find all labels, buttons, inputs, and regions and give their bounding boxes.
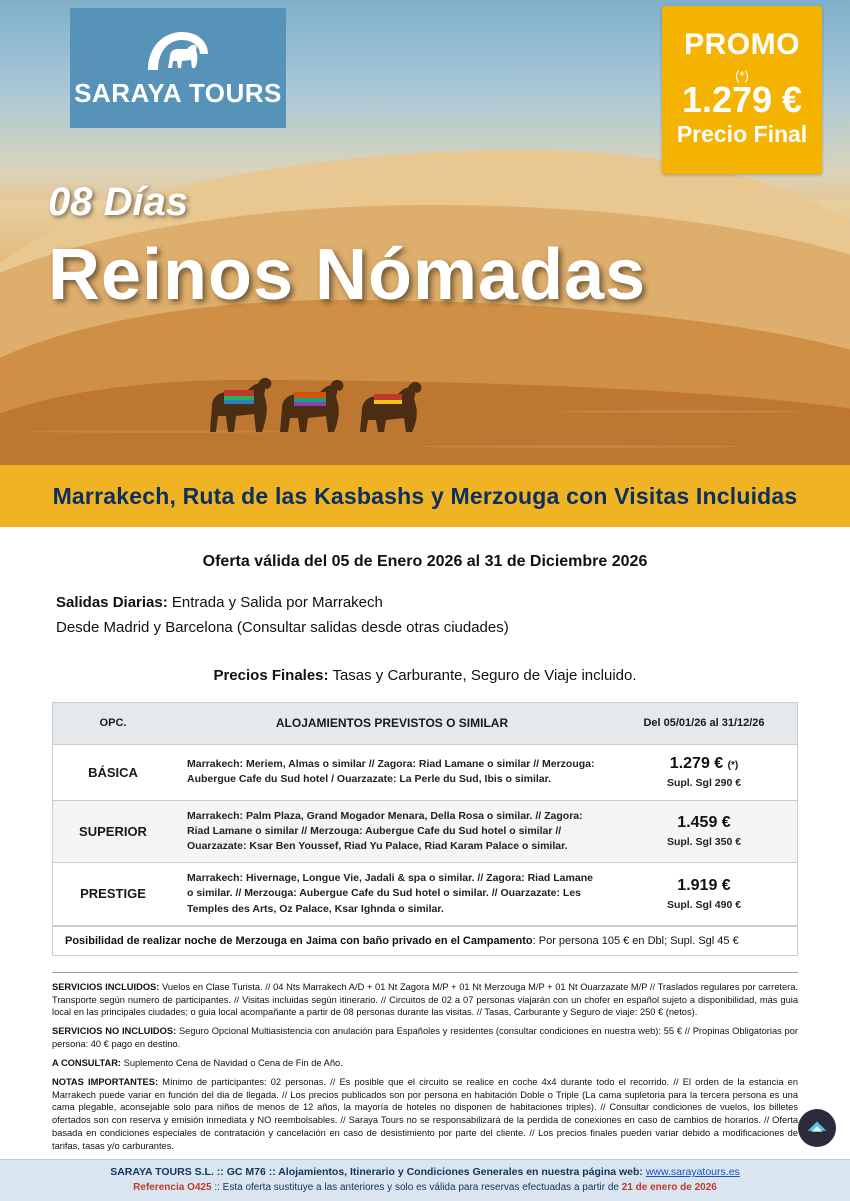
table-footer-note bbox=[53, 926, 797, 955]
note-label: NOTAS IMPORTANTES: bbox=[52, 1076, 159, 1087]
hero-banner bbox=[0, 0, 850, 465]
promo-label: PROMO bbox=[684, 28, 800, 61]
final-prices-block bbox=[0, 667, 850, 684]
final-prices-label: Precios Finales: bbox=[213, 666, 329, 684]
table-footer-label: Posibilidad de realizar noche de Merzouga en Jaima con baño privado en el Campamento bbox=[65, 934, 533, 947]
camel-arch-icon bbox=[142, 28, 214, 76]
price-table bbox=[52, 702, 798, 956]
departures-value: Entrada y Salida por Marrakech bbox=[171, 594, 383, 611]
document-body bbox=[0, 553, 850, 1153]
row-supplement: Supl. Sgl 350 € bbox=[666, 836, 742, 849]
logo-container bbox=[70, 8, 286, 128]
row-supplement: Supl. Sgl 290 € bbox=[666, 777, 742, 789]
promo-final-label: Precio Final bbox=[676, 120, 808, 147]
camel-caravan-illustration bbox=[170, 340, 530, 450]
table-footer-value: : Por persona 105 € en Dbl; Supl. Sgl 45 € bbox=[532, 934, 739, 947]
table-row bbox=[53, 863, 797, 926]
row-price bbox=[615, 814, 793, 832]
departures-block bbox=[0, 591, 850, 641]
footer-date: 21 de enero de 2026 bbox=[621, 1182, 717, 1193]
row-option-name: SUPERIOR bbox=[79, 823, 147, 839]
website-link[interactable]: www.sarayatours.es bbox=[645, 1166, 740, 1178]
row-price-cell bbox=[611, 749, 797, 795]
note-item bbox=[52, 1057, 798, 1070]
conditions-notes bbox=[52, 972, 798, 1153]
promo-asterisk: (*) bbox=[735, 68, 749, 83]
note-text: Suplemento Cena de Navidad o Cena de Fin de Año. bbox=[121, 1057, 343, 1068]
promo-badge bbox=[662, 6, 822, 174]
footer-line-1 bbox=[0, 1166, 850, 1178]
row-price bbox=[615, 755, 793, 773]
note-text: Mínimo de participantes: 02 personas. // Es posible que el circuito se realice en coche 4x4 durante todo el recorrido. // El orden de la estancia en Marrakech puede variar en función del dia de llegada. // Los precios publicados son por persona en habitación Doble o Triple (La cama supletoria para la tercera persona es una cama plegable, aconsejable solo para niños de menos de 12 años, la mayoría de hoteles no disponen de habitaciones triples). // Consultar condiciones de vuelos, los billetes ofertados son con reserva y emisión inmediata y NO reembolsables. // Saraya Tours no se responsabilizará de la perdida de conexiones en caso de cambios de horarios. // Oferta basada en condiciones especiales de contratación y cancelación en caso de desistimiento por parte del cliente. // Los precios finales pueden variar debido a modificaciones de tarifas, tasas y/o carburantes. bbox=[52, 1076, 798, 1151]
row-price-cell bbox=[611, 808, 797, 854]
note-item bbox=[52, 981, 798, 1019]
logo-text: SARAYA TOURS bbox=[74, 77, 282, 108]
row-option-name: BÁSICA bbox=[88, 764, 138, 780]
note-label: SERVICIOS NO INCLUIDOS: bbox=[52, 1026, 177, 1037]
column-header-opc: OPC. bbox=[99, 717, 127, 729]
row-price bbox=[615, 877, 793, 895]
footer-company-info: SARAYA TOURS S.L. :: GC M76 :: Alojamientos, Itinerario y Condiciones Generales en nuestra página web: bbox=[110, 1166, 643, 1178]
note-item bbox=[52, 1076, 798, 1153]
offer-validity: Oferta válida del 05 de Enero 2026 al 31 de Diciembre 2026 bbox=[202, 553, 648, 570]
note-label: SERVICIOS INCLUIDOS: bbox=[52, 981, 160, 992]
footer-middle-text: :: Esta oferta sustituye a las anteriores y solo es válida para reservas efectuadas a partir de bbox=[211, 1182, 622, 1193]
final-prices-value: Tasas y Carburante, Seguro de Viaje incluido. bbox=[332, 666, 637, 684]
departures-label: Salidas Diarias: bbox=[56, 594, 168, 611]
note-label: A CONSULTAR: bbox=[52, 1057, 122, 1068]
footer-reference: Referencia O425 bbox=[133, 1182, 212, 1193]
row-price-asterisk: (*) bbox=[727, 760, 739, 771]
row-price-cell bbox=[611, 871, 797, 917]
note-text: Seguro Opcional Multiasistencia con anulación para Españoles y residentes (consultar condiciones en nuestra web): 55 € // Propinas Obligatorias por persona: 40 € pago en destino. bbox=[52, 1026, 798, 1050]
row-hotels: Marrakech: Palm Plaza, Grand Mogador Menara, Della Rosa o similar. // Zagora: Riad Lamane o similar // Merzouga: Aubergue Cafe du Sud hotel o similar // Ouarzazate: Ksar Ben Youssef, Riad Yu Palace, Riad Karam Palace o similar. bbox=[187, 809, 583, 852]
table-row bbox=[53, 801, 797, 864]
row-supplement: Supl. Sgl 490 € bbox=[666, 898, 742, 911]
column-header-price: Del 05/01/26 al 31/12/26 bbox=[643, 717, 765, 729]
note-text: Vuelos en Clase Turista. // 04 Nts Marrakech A/D + 01 Nt Zagora M/P + 01 Nt Merzouga M/P + 01 Nt Ouarzazate M/P // Traslados regulares por carretera. Transporte según numero de participantes. // Visitas incluidas según itinerario. // Circuitos de 02 a 07 personas viajarán con un chofer en español sujeto a disponibilidad, más guia local en las principales ciudades; o guia local acompañante a partir de 08 personas durante las visitas. // Tasas, Carburante y Seguro de viaje: 250 € (netos). bbox=[52, 981, 798, 1018]
table-header-row bbox=[53, 703, 797, 745]
table-row bbox=[53, 745, 797, 801]
promo-price: 1.279 € bbox=[681, 79, 803, 120]
row-option-name: PRESTIGE bbox=[80, 886, 146, 902]
row-hotels: Marrakech: Hivernage, Longue Vie, Jadali & spa o similar. // Zagora: Riad Lamane o similar. // Merzouga: Aubergue Cafe du Sud hotel o similar. // Ouarzazate: Les Temples des Arts, Oz Palace, Ksar Ighnda o similar. bbox=[187, 872, 593, 915]
page-footer bbox=[0, 1159, 850, 1201]
departures-line1 bbox=[56, 591, 850, 616]
page-title: Reinos Nómadas bbox=[48, 235, 647, 315]
agency-seal-icon bbox=[798, 1109, 836, 1147]
row-price-value: 1.459 € bbox=[677, 814, 731, 832]
row-price-value: 1.279 € bbox=[669, 755, 724, 772]
footer-line-2 bbox=[0, 1182, 850, 1193]
hero-subtitle-band bbox=[0, 465, 850, 527]
column-header-hotels: ALOJAMIENTOS PREVISTOS O SIMILAR bbox=[275, 716, 509, 730]
note-item bbox=[52, 1025, 798, 1051]
row-hotels: Marrakech: Meriem, Almas o similar // Zagora: Riad Lamane o similar // Merzouga: Aubergue Cafe du Sud hotel / Ouarzazate: La Perle du Sud, Ibis o similar. bbox=[187, 757, 595, 785]
hero-days: 08 Días bbox=[48, 180, 189, 224]
row-price-value: 1.919 € bbox=[677, 876, 731, 894]
hero-subtitle: Marrakech, Ruta de las Kasbashs y Merzouga con Visitas Incluidas bbox=[52, 482, 798, 509]
departures-line2: Desde Madrid y Barcelona (Consultar salidas desde otras ciudades) bbox=[56, 618, 509, 636]
sand-ripple bbox=[560, 410, 800, 413]
